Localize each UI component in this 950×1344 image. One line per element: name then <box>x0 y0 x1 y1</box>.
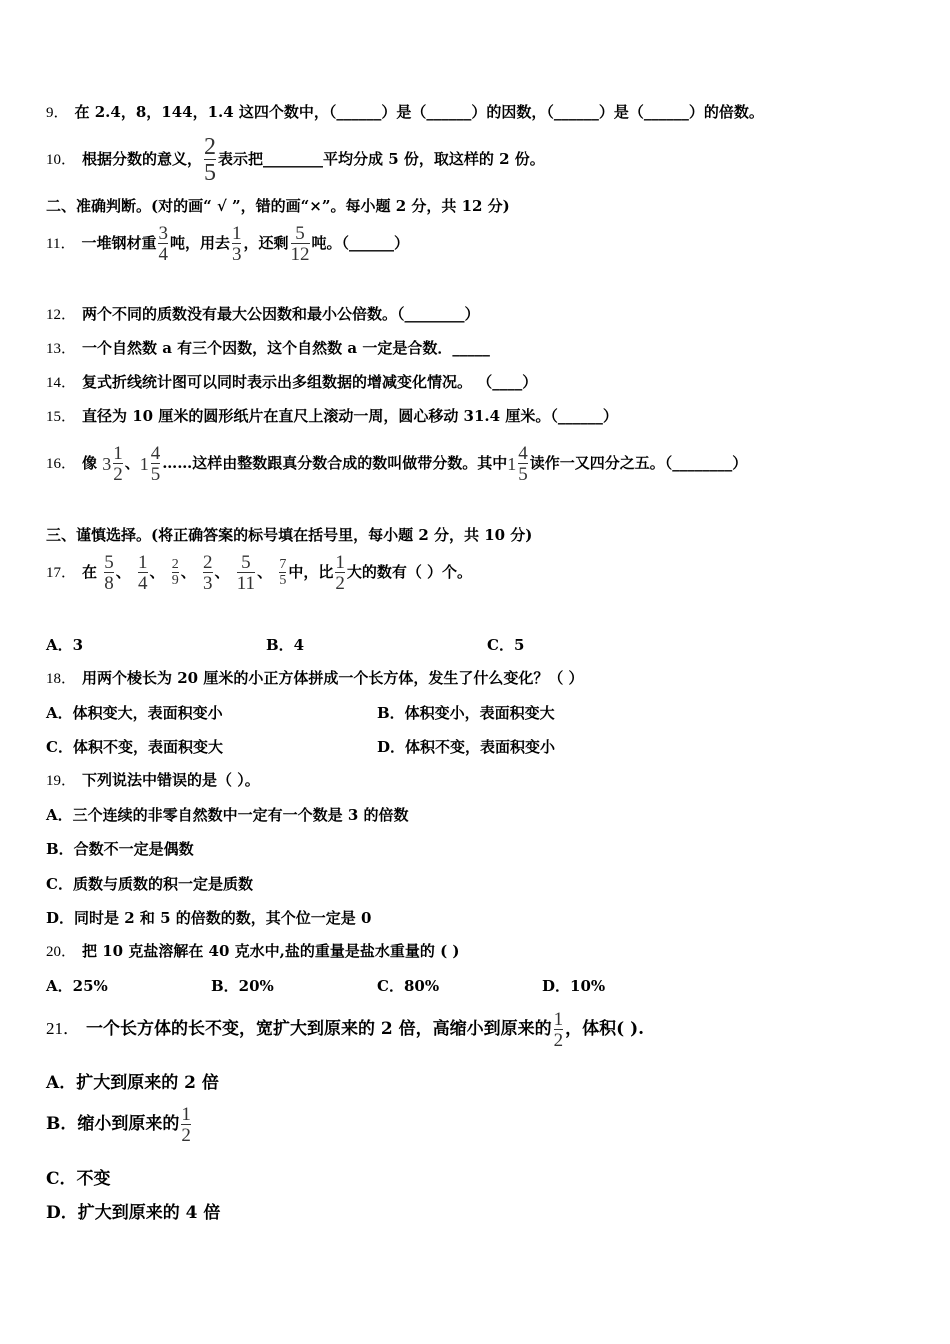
question-text: ，还剩 <box>243 234 289 252</box>
option-b[interactable]: B．体积变小，表面积变大 <box>377 704 555 722</box>
option-d[interactable]: D．同时是 2 和 5 的倍数的数，其个位一定是 0 <box>46 909 372 927</box>
question-text: 吨，用去 <box>169 234 230 252</box>
fraction: $\frac{7}{5}$ <box>279 557 287 588</box>
question-19 <box>46 770 260 791</box>
question-text: 用两个棱长为 20 厘米的小正方体拼成一个长方体，发生了什么变化？（ ） <box>82 669 584 687</box>
separator: 、 <box>149 563 165 581</box>
option-b[interactable]: B．合数不一定是偶数 <box>46 840 194 858</box>
fraction: $\frac{5}{12}$ <box>290 223 310 265</box>
question-9 <box>46 102 764 123</box>
option-a[interactable]: A．三个连续的非零自然数中一定有一个数是 3 的倍数 <box>46 806 409 824</box>
option-a[interactable]: A．体积变大，表面积变小 <box>46 704 223 722</box>
option-c[interactable]: C．5 <box>487 636 525 654</box>
fraction: $\frac{2}{5}$ <box>204 134 217 186</box>
question-number: 21． <box>46 1019 80 1038</box>
question-text: 吨。（______） <box>311 234 410 252</box>
question-text: 像 <box>82 454 98 472</box>
separator: 、 <box>257 563 273 581</box>
question-14 <box>46 372 537 393</box>
question-number: 20． <box>46 944 77 960</box>
mixed-number: 1 $\frac{4}{5}$ <box>507 443 528 485</box>
question-text: 直径为 10 厘米的圆形纸片在直尺上滚动一周，圆心移动 31.4 厘米。（______） <box>82 407 618 425</box>
question-12 <box>46 304 480 325</box>
question-20 <box>46 941 460 962</box>
separator: 、 <box>180 563 196 581</box>
option-text: B．缩小到原来的 <box>46 1114 180 1134</box>
separator: 、 <box>124 454 140 472</box>
question-10 <box>46 135 545 185</box>
section-3-heading: 三、谨慎选择。(将正确答案的标号填在括号里，每小题 2 分，共 10 分) <box>46 526 533 544</box>
option-b[interactable]: B．4 <box>266 636 305 654</box>
option-a[interactable]: A．3 <box>46 636 84 654</box>
option-d[interactable]: D．体积不变，表面积变小 <box>377 738 556 756</box>
question-text: 一个长方体的长不变，宽扩大到原来的 2 倍，高缩小到原来的 <box>86 1019 552 1039</box>
question-15 <box>46 406 618 427</box>
fraction: $\frac{1}{2}$ <box>553 1008 564 1051</box>
question-text: 两个不同的质数没有最大公因数和最小公倍数。（________） <box>82 305 480 323</box>
separator: 、 <box>115 563 131 581</box>
question-text: 下列说法中错误的是（ ）。 <box>82 771 260 789</box>
question-text: 在 <box>82 563 98 581</box>
option-a[interactable]: A．25% <box>46 977 108 995</box>
question-text: 在 2.4，8，144，1.4 这四个数中，（______）是（______）的因数，（______）是（______）的倍数。 <box>74 103 764 121</box>
question-number: 15． <box>46 409 77 425</box>
option-c[interactable]: C．不变 <box>46 1169 111 1189</box>
question-number: 18． <box>46 671 77 687</box>
option-b[interactable] <box>46 1102 193 1146</box>
option-d[interactable]: D．扩大到原来的 4 倍 <box>46 1203 221 1223</box>
question-number: 17． <box>46 565 77 581</box>
option-c[interactable]: C．质数与质数的积一定是质数 <box>46 875 253 893</box>
option-c[interactable]: C．80% <box>377 977 440 995</box>
mixed-number: 1 $\frac{4}{5}$ <box>139 443 161 485</box>
question-text: 中，比 <box>288 563 334 581</box>
question-number: 14． <box>46 375 77 391</box>
question-text: 表示把________平均分成 5 份，取这样的 2 份。 <box>218 150 545 168</box>
question-number: 11． <box>46 236 76 252</box>
fraction: $\frac{5}{11}$ <box>236 552 256 594</box>
question-number: 13． <box>46 341 77 357</box>
question-number: 10． <box>46 152 77 168</box>
fraction: $\frac{2}{3}$ <box>203 552 213 594</box>
question-text: 复式折线统计图可以同时表示出多组数据的增减变化情况。 （____） <box>82 373 538 391</box>
option-d[interactable]: D．10% <box>542 977 606 995</box>
option-c[interactable]: C．体积不变，表面积变大 <box>46 738 223 756</box>
question-text: 读作一又四分之五。（________） <box>529 454 748 472</box>
question-18 <box>46 668 584 689</box>
mixed-number: 3 $\frac{1}{2}$ <box>102 443 123 485</box>
question-text: 把 10 克盐溶解在 40 克水中,盐的重量是盐水重量的 ( ) <box>82 942 460 960</box>
question-21 <box>46 1007 644 1051</box>
question-11 <box>46 222 409 265</box>
question-number: 16． <box>46 456 77 472</box>
option-a[interactable]: A．扩大到原来的 2 倍 <box>46 1073 219 1093</box>
fraction: $\frac{1}{3}$ <box>231 223 242 265</box>
fraction: $\frac{1}{4}$ <box>138 552 148 594</box>
question-text: ……这样由整数跟真分数合成的数叫做带分数。其中 <box>162 454 508 472</box>
option-b[interactable]: B．20% <box>211 977 274 995</box>
question-text: 一个自然数 a 有三个因数，这个自然数 a 一定是合数．_____ <box>82 339 490 357</box>
question-16 <box>46 441 747 486</box>
question-text: 一堆钢材重 <box>81 234 157 252</box>
fraction: $\frac{2}{9}$ <box>171 557 179 588</box>
fraction: $\frac{3}{4}$ <box>158 223 168 265</box>
separator: 、 <box>214 563 230 581</box>
question-17 <box>46 551 472 594</box>
fraction: $\frac{1}{2}$ <box>181 1103 191 1146</box>
fraction: $\frac{5}{8}$ <box>104 552 114 594</box>
section-2-heading: 二、准确判断。(对的画“ √ ”，错的画“×”。每小题 2 分，共 12 分) <box>46 197 510 215</box>
question-text: ，体积( ). <box>565 1019 645 1039</box>
question-number: 19． <box>46 773 77 789</box>
question-number: 9． <box>46 105 69 121</box>
fraction: $\frac{1}{2}$ <box>335 552 345 594</box>
question-text: 根据分数的意义， <box>82 150 203 168</box>
question-number: 12． <box>46 307 77 323</box>
question-text: 大的数有（ ）个。 <box>346 563 473 581</box>
question-13 <box>46 338 490 359</box>
